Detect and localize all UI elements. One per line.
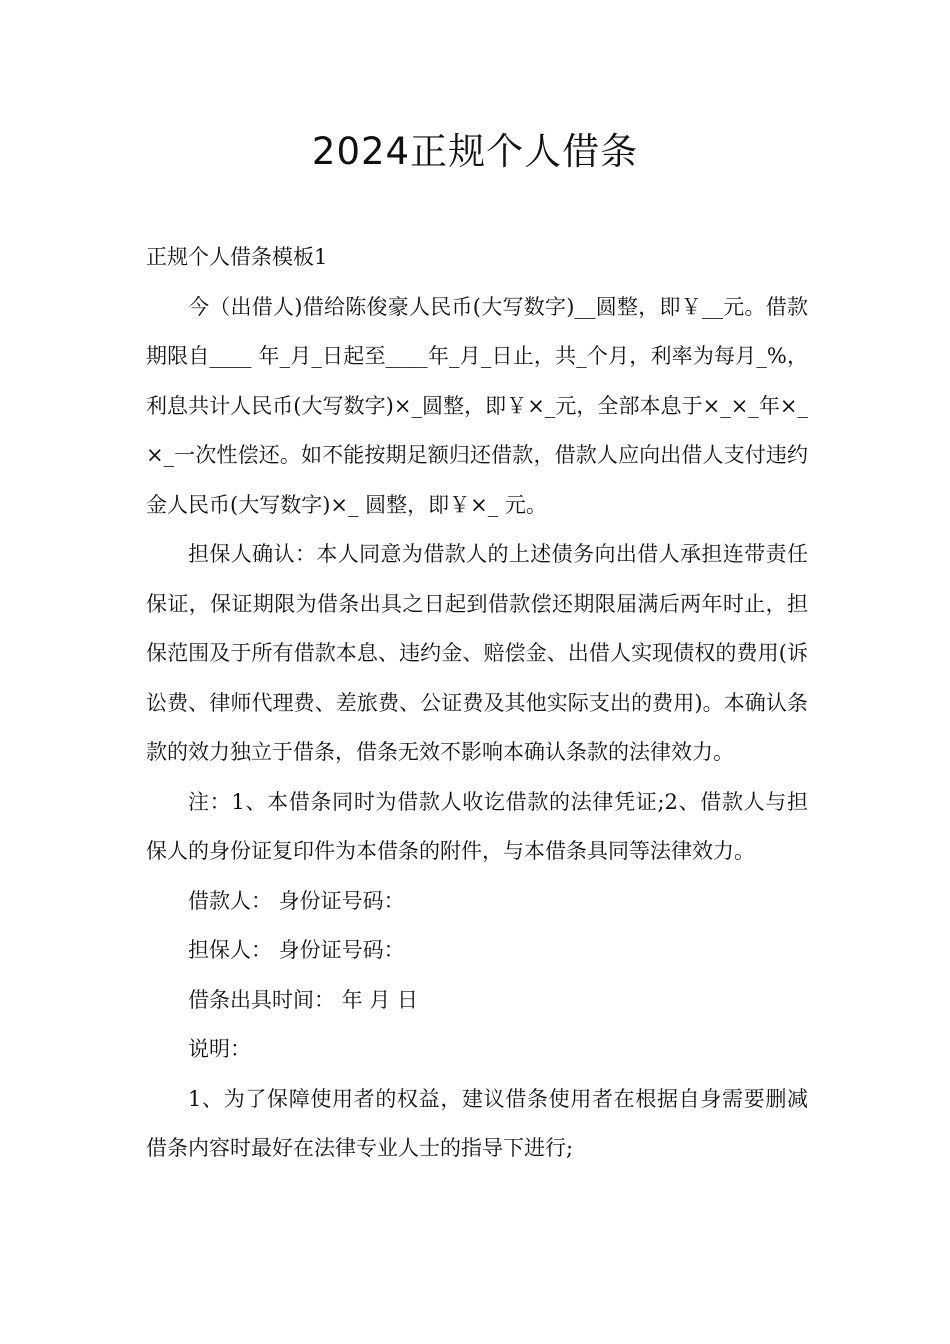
document-title: 2024正规个人借条 — [311, 130, 639, 173]
instructions-heading: 说明： — [188, 1037, 251, 1061]
paragraph-note: 注：1、本借条同时为借款人收讫借款的法律凭证;2、借款人与担保人的身份证复印件为本借条的附件，与本借条具同等法律效力。 — [146, 789, 808, 863]
issue-date-line: 借条出具时间： 年 月 日 — [188, 987, 419, 1012]
instruction-item-1: 1、为了保障使用者的权益，建议借条使用者在根据自身需要删减借条内容时最好在法律专业人士的指导下进行; — [146, 1086, 808, 1160]
section-heading: 正规个人借条模板1 — [146, 245, 328, 269]
signature-line-guarantor: 担保人： 身份证号码： — [188, 938, 405, 962]
paragraph-loan-terms: 今（出借人)借给陈俊豪人民币(大写数字)__圆整，即￥__元。借款期限自____ 年_月_日起至____年_月_日止，共_个月，利率为每月_%，利息共计人民币(大写数字)×_圆整，即￥×_元，全部本息于×_×_年×_×_一次性偿还。如不能按期足额归还借款，借款人应向出借人支付违约金人民币(大写数字)×_ 圆整，即￥×_ 元。 — [146, 294, 808, 517]
document-body — [146, 233, 808, 1174]
paragraph-guarantor-confirmation: 担保人确认：本人同意为借款人的上述债务向出借人承担连带责任保证，保证期限为借条出具之日起到借款偿还期限届满后两年时止，担保范围及于所有借款本息、违约金、赔偿金、出借人实现债权的费用(诉讼费、律师代理费、差旅费、公证费及其他实际支出的费用)。本确认条款的效力独立于借条，借条无效不影响本确认条款的法律效力。 — [146, 542, 808, 764]
signature-line-borrower: 借款人： 身份证号码： — [188, 888, 405, 913]
